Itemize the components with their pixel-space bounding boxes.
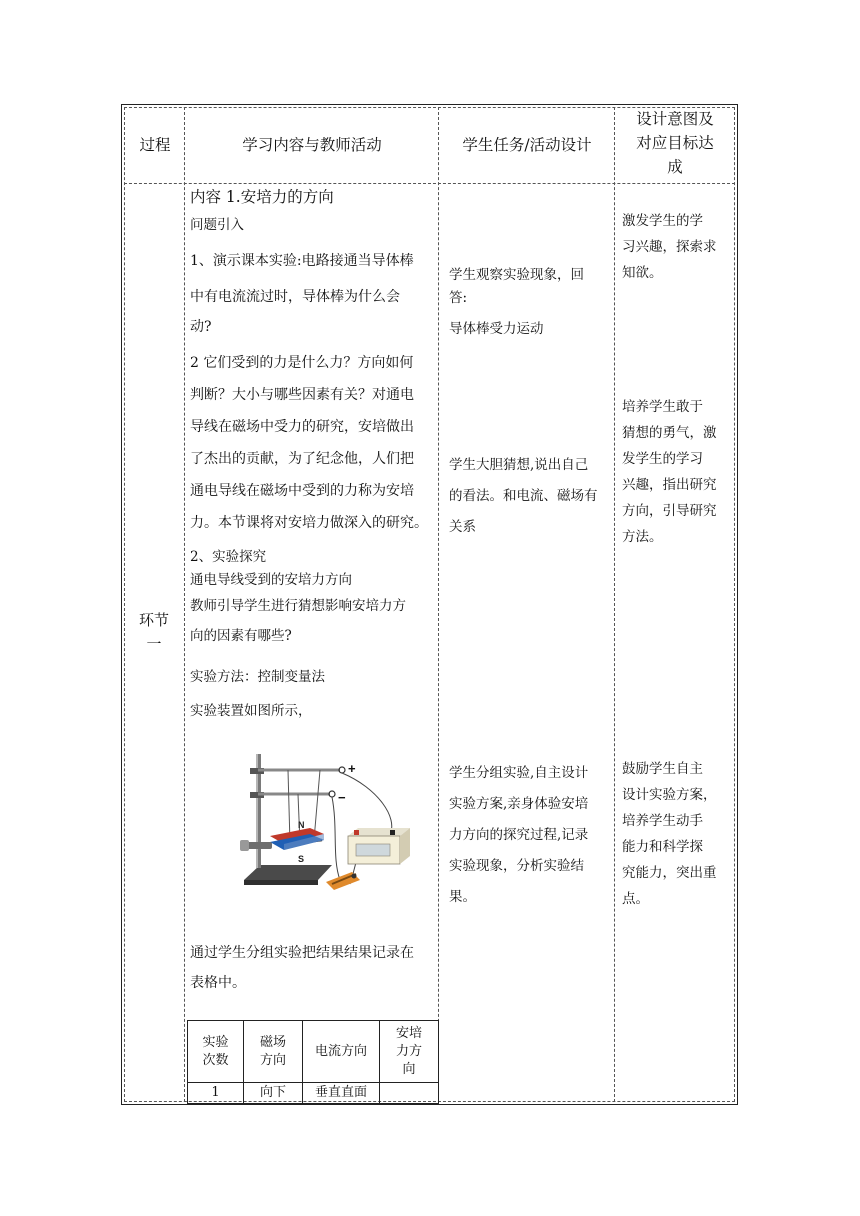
stage-label: 环节 一 bbox=[138, 611, 169, 653]
experiment-method: 实验方法：控制变量法 bbox=[190, 669, 325, 685]
table-header-row bbox=[188, 1021, 439, 1083]
table-row: 1 向下 垂直直面 bbox=[188, 1083, 439, 1104]
intro-heading: 问题引入 bbox=[190, 217, 244, 233]
south-label: S bbox=[298, 854, 305, 864]
intent-motivation: 激发学生的学 习兴趣，探索求 知欲。 bbox=[622, 213, 717, 281]
student-task-guess: 学生大胆猜想,说出自己 的看法。和电流、磁场有 关系 bbox=[449, 457, 598, 535]
header-teacher-activity: 学习内容与教师活动 bbox=[242, 136, 382, 154]
header-trial: 实验 次数 bbox=[188, 1021, 244, 1083]
header-field-direction: 磁场 方向 bbox=[244, 1021, 303, 1083]
student-task-observe: 学生观察实验现象，回 答: 导体棒受力运动 bbox=[449, 267, 584, 337]
student-task-experiment: 学生分组实验,自主设计 实验方案,亲身体验安培 力方向的探究过程,记录 实验现象，分析实验结 果。 bbox=[449, 765, 589, 905]
plus-label: + bbox=[348, 761, 356, 776]
minus-label: − bbox=[338, 790, 346, 805]
header-design-intent: 设计意图及 对应目标达 成 bbox=[636, 110, 714, 176]
column-divider-3 bbox=[614, 107, 615, 1102]
north-label: N bbox=[298, 820, 305, 830]
experiment-table bbox=[187, 1020, 439, 1104]
header-current-direction: 电流方向 bbox=[303, 1021, 380, 1083]
content-title: 内容 1.安培力的方向 bbox=[190, 188, 334, 206]
experiment-heading: 2、实验探究 bbox=[190, 549, 267, 565]
header-force-direction: 安培 力方 向 bbox=[380, 1021, 439, 1083]
intent-guessing: 培养学生敢于 猜想的勇气，激 发学生的学习 兴趣，指出研究 方向，引导研究 方法。 bbox=[622, 399, 717, 545]
header-process: 过程 bbox=[139, 136, 171, 154]
apparatus-figure bbox=[228, 748, 414, 898]
column-divider-2 bbox=[438, 107, 439, 1102]
header-student-task: 学生任务/活动设计 bbox=[462, 136, 592, 154]
experiment-device: 实验装置如图所示， bbox=[190, 703, 312, 719]
column-divider-1 bbox=[184, 107, 185, 1102]
intent-experiment: 鼓励学生自主 设计实验方案， 培养学生动手 能力和科学探 究能力，突出重 点。 bbox=[622, 761, 717, 907]
